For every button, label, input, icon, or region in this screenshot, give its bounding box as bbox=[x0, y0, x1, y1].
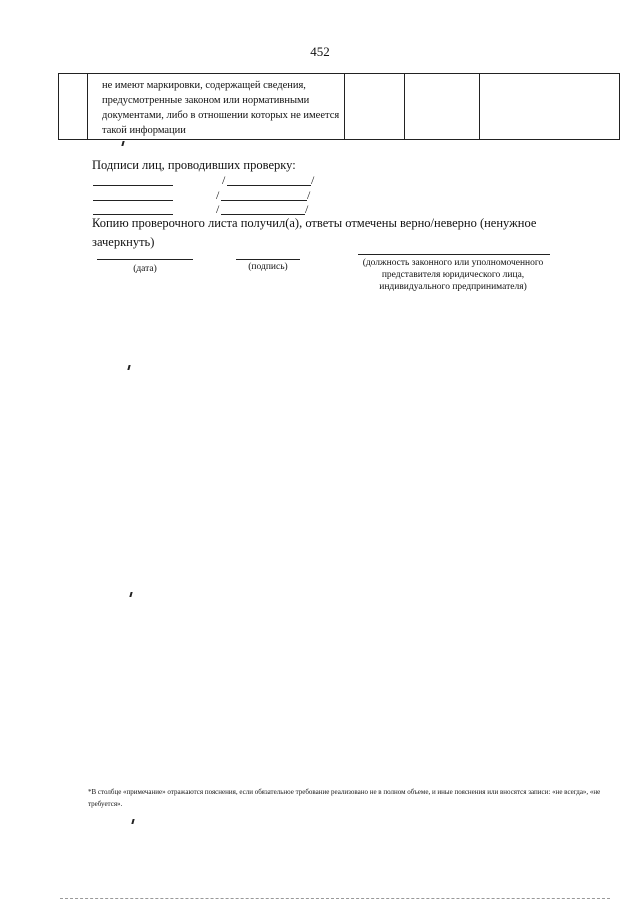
signatures-title: Подписи лиц, проводивших проверку: bbox=[92, 158, 296, 172]
table-column-divider bbox=[87, 74, 88, 139]
position-caption: (должность законного или уполномоченного представителя юридического лица, индивидуального предпринимателя) bbox=[362, 258, 544, 292]
table-column-divider bbox=[479, 74, 480, 139]
scan-speck bbox=[121, 141, 124, 146]
signature-line bbox=[227, 185, 311, 186]
date-caption: (дата) bbox=[133, 264, 157, 274]
signature-line bbox=[236, 259, 300, 260]
signature-name-line bbox=[93, 185, 173, 186]
scan-speck bbox=[127, 365, 130, 370]
date-line bbox=[97, 259, 193, 260]
signature-slash: / bbox=[311, 173, 315, 187]
requirement-cell-text: не имеют маркировки, содержащей сведения, предусмотренные законом или нормативными документами, либо в отношении которых не имеется такой информации bbox=[102, 80, 340, 136]
table-column-divider bbox=[344, 74, 345, 139]
signature-slash: / bbox=[222, 173, 226, 187]
signature-line bbox=[221, 200, 307, 201]
footnote: *В столбце «примечание» отражаются пояснения, если обязательное требование реализовано не в полном объеме, и иные пояснения или вносятся записи: «не всегда», «не требуется». bbox=[88, 788, 601, 808]
scan-edge-noise bbox=[60, 898, 610, 899]
signature-slash: / bbox=[216, 188, 220, 202]
table-column-divider bbox=[404, 74, 405, 139]
signature-name-line bbox=[93, 200, 173, 201]
scan-speck bbox=[131, 819, 134, 824]
signature-caption: (подпись) bbox=[248, 262, 288, 272]
position-line bbox=[358, 254, 550, 255]
signature-slash: / bbox=[216, 202, 220, 216]
signature-slash: / bbox=[307, 188, 311, 202]
copy-received-text: Копию проверочного листа получил(а), ответы отмечены верно/неверно (ненужное зачеркнуть) bbox=[92, 216, 537, 249]
page-number: 452 bbox=[310, 44, 330, 59]
scan-speck bbox=[129, 592, 132, 597]
signature-slash: / bbox=[305, 202, 309, 216]
